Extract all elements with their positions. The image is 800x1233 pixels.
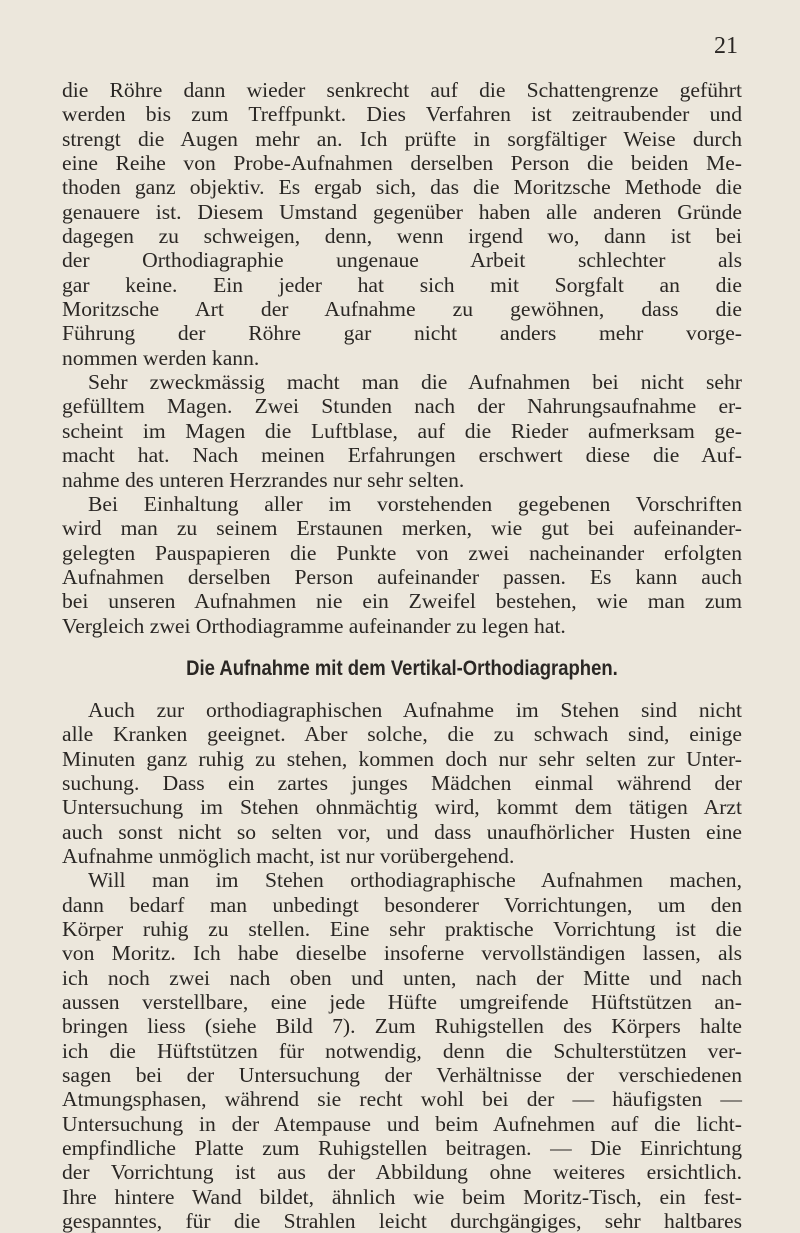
text-line: nahme des unteren Herzrandes nur sehr selten. — [62, 467, 465, 492]
text-line: Aufnahme unmöglich macht, ist nur vorübergehend. — [62, 843, 515, 868]
text-line: Atmungsphasen, während sie recht wohl bei der — häufigsten — — [62, 1087, 742, 1112]
text-line: gefülltem Magen. Zwei Stunden nach der Nahrungsaufnahme er- — [62, 394, 742, 419]
text-line: dagegen zu schweigen, denn, wenn irgend wo, dann ist bei — [62, 224, 742, 249]
text-line: genauere ist. Diesem Umstand gegenüber haben alle anderen Gründe — [62, 199, 742, 224]
text-line: thoden ganz objektiv. Es ergab sich, das die Moritzsche Methode die — [62, 175, 742, 200]
section-1-text — [62, 78, 742, 638]
text-line: gelegten Pauspapieren die Punkte von zwei nacheinander erfolgten — [62, 540, 742, 565]
text-line: eine Reihe von Probe-Aufnahmen derselben Person die beiden Me- — [62, 151, 742, 176]
text-line: die Röhre dann wieder senkrecht auf die Schattengrenze geführt — [62, 78, 742, 102]
text-line: wird man zu seinem Erstaunen merken, wie gut bei aufeinander- — [62, 516, 742, 541]
text-line: dann bedarf man unbedingt besonderer Vorrichtungen, um den — [62, 892, 742, 917]
text-line: Sehr zweckmässig macht man die Aufnahmen bei nicht sehr — [88, 370, 742, 395]
text-line: Untersuchung in der Atempause und beim Aufnehmen auf die licht- — [62, 1111, 742, 1136]
text-line: Ihre hintere Wand bildet, ähnlich wie beim Moritz-Tisch, ein fest- — [62, 1184, 742, 1209]
text-line: alle Kranken geeignet. Aber solche, die zu schwach sind, einige — [62, 722, 742, 747]
text-line: Minuten ganz ruhig zu stehen, kommen doch nur sehr selten zur Unter- — [62, 746, 742, 771]
text-line: Vergleich zwei Orthodiagramme aufeinander zu legen hat. — [62, 613, 566, 638]
text-line: gar keine. Ein jeder hat sich mit Sorgfalt an die — [62, 272, 742, 297]
text-line: Auch zur orthodiagraphischen Aufnahme im Stehen sind nicht — [88, 697, 742, 722]
section-heading: Die Aufnahme mit dem Vertikal-Orthodiagraphen. — [186, 656, 618, 680]
text-line: Führung der Röhre gar nicht anders mehr vorge- — [62, 321, 742, 346]
text-line: bei unseren Aufnahmen nie ein Zweifel bestehen, wie man zum — [62, 589, 742, 614]
text-line: der Orthodiagraphie ungenaue Arbeit schlechter als — [62, 248, 742, 273]
text-line: macht hat. Nach meinen Erfahrungen erschwert diese die Auf- — [62, 443, 742, 468]
text-line: scheint im Magen die Luftblase, auf die Rieder aufmerksam ge- — [62, 418, 742, 443]
text-line: aussen verstellbare, eine jede Hüfte umgreifende Hüftstützen an- — [62, 990, 742, 1015]
text-line: Moritzsche Art der Aufnahme zu gewöhnen, dass die — [62, 297, 742, 322]
text-line: bringen liess (siehe Bild 7). Zum Ruhigstellen des Körpers halte — [62, 1014, 742, 1039]
text-line: sagen bei der Untersuchung der Verhältnisse der verschiedenen — [62, 1063, 742, 1088]
text-line: Untersuchung im Stehen ohnmächtig wird, kommt dem tätigen Arzt — [62, 795, 742, 820]
text-line: der Vorrichtung ist aus der Abbildung ohne weiteres ersichtlich. — [62, 1160, 742, 1185]
section-2-text — [62, 698, 742, 1233]
text-line: Aufnahmen derselben Person aufeinander passen. Es kann auch — [62, 564, 742, 589]
text-line: Körper ruhig zu stellen. Eine sehr praktische Vorrichtung ist die — [62, 917, 742, 941]
text-line: ich die Hüftstützen für notwendig, denn die Schulterstützen ver- — [62, 1038, 742, 1063]
text-line: Will man im Stehen orthodiagraphische Aufnahmen machen, — [88, 868, 742, 893]
text-line: Bei Einhaltung aller im vorstehenden gegebenen Vorschriften — [88, 491, 742, 516]
text-line: empfindliche Platte zum Ruhigstellen beitragen. — Die Einrichtung — [62, 1136, 742, 1161]
text-line: werden bis zum Treffpunkt. Dies Verfahren ist zeitraubender und — [62, 102, 742, 127]
text-line: gespanntes, für die Strahlen leicht durchgängiges, sehr haltbares — [62, 1209, 742, 1233]
text-line: von Moritz. Ich habe dieselbe insoferne vervollständigen lassen, als — [62, 941, 742, 966]
text-line: suchung. Dass ein zartes junges Mädchen einmal während der — [62, 770, 742, 795]
text-line: auch sonst nicht so selten vor, und dass unaufhörlicher Husten eine — [62, 819, 742, 844]
text-line: ich noch zwei nach oben und unten, nach der Mitte und nach — [62, 965, 742, 990]
text-line: strengt die Augen mehr an. Ich prüfte in sorgfältiger Weise durch — [62, 126, 742, 151]
page-number: 21 — [714, 33, 738, 59]
text-line: nommen werden kann. — [62, 345, 260, 370]
